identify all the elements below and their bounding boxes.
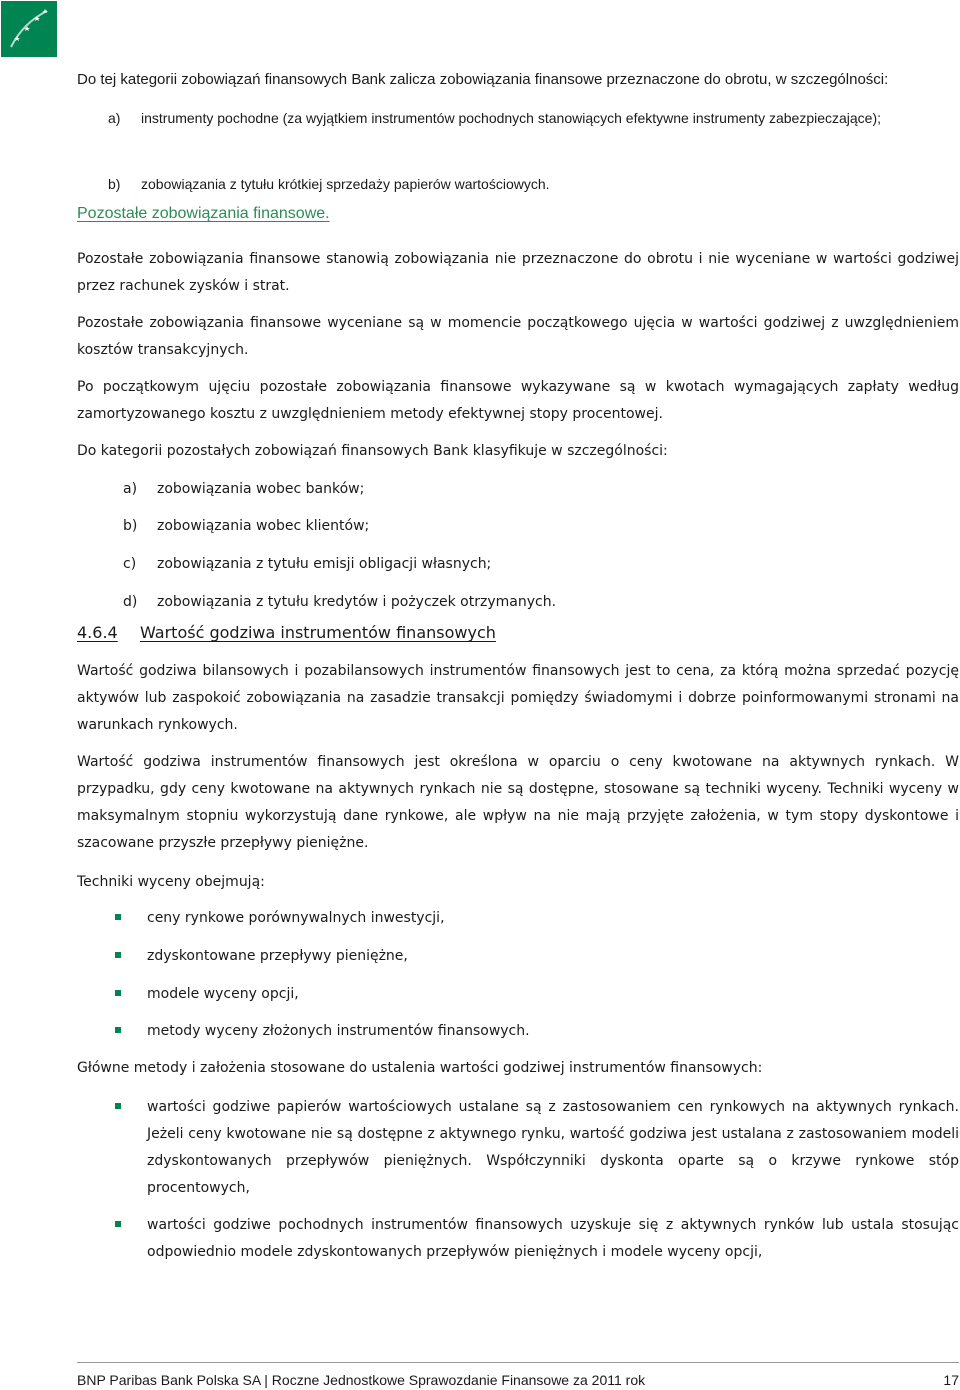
paragraph-other-4: Do kategorii pozostałych zobowiązań finansowych Bank klasyfikuje w szczególności: — [77, 443, 668, 459]
method-item-2: wartości godziwe pochodnych instrumentów finansowych uzyskuje się z aktywnych rynków lub ustala stosując odpowiednio modele zdyskontowanych przepływów pieniężnych i modele wyceny opcji, — [147, 1217, 959, 1260]
paragraph-other-1: Pozostałe zobowiązania finansowe stanowią zobowiązania nie przeznaczone do obrotu i nie wyceniane w wartości godziwej przez rachunek zysków i strat. — [77, 251, 959, 294]
methods-intro: Główne metody i założenia stosowane do ustalenia wartości godziwej instrumentów finansowych: — [77, 1060, 763, 1076]
technique-item-1: ceny rynkowe porównywalnych inwestycji, — [147, 910, 445, 926]
bullet-square-icon — [115, 914, 121, 920]
bullet-square-icon — [115, 1103, 121, 1109]
other-list-label-d: d) — [123, 594, 138, 610]
other-list-label-c: c) — [123, 556, 137, 572]
other-list-item-b: zobowiązania wobec klientów; — [157, 518, 370, 534]
bullet-square-icon — [115, 1221, 121, 1227]
technique-item-3: modele wyceny opcji, — [147, 986, 299, 1002]
other-list-item-d: zobowiązania z tytułu kredytów i pożyczek otrzymanych. — [157, 594, 557, 610]
page-number: 17 — [943, 1372, 959, 1388]
intro-paragraph: Do tej kategorii zobowiązań finansowych Bank zalicza zobowiązania finansowe przeznaczone do obrotu, w szczególności: — [77, 71, 889, 88]
paragraph-other-3: Po początkowym ujęciu pozostałe zobowiązania finansowe wykazywane są w kwotach wymagających zapłaty według zamortyzowanego kosztu z uwzględnieniem metody efektywnej stopy procentowej. — [77, 379, 959, 422]
fair-value-paragraph-3: Techniki wyceny obejmują: — [77, 874, 265, 890]
trading-list-item-b: zobowiązania z tytułu krótkiej sprzedaży papierów wartościowych. — [141, 176, 550, 192]
bullet-square-icon — [115, 990, 121, 996]
trading-list-text-a: instrumenty pochodne (za wyjątkiem instrumentów pochodnych stanowiących efektywne instrumenty zabezpieczające); — [141, 110, 882, 126]
section-title: Wartość godziwa instrumentów finansowych — [140, 623, 496, 642]
fair-value-paragraph-2: Wartość godziwa instrumentów finansowych jest określona w oparciu o ceny kwotowane na aktywnych rynkach. W przypadku, gdy ceny kwotowane na aktywnych rynkach nie są dostępne, stosowane są techniki wyceny. Techniki wyceny w maksymalnym stopniu wykorzystują dane rynkowe, ale wpływ na nie mają przyjęte założenia, w tym stopy dyskontowe i szacowane przyszłe przepływy pieniężne. — [77, 754, 959, 851]
other-list-item-a: zobowiązania wobec banków; — [157, 481, 365, 497]
other-list-label-a: a) — [123, 481, 138, 497]
technique-item-2: zdyskontowane przepływy pieniężne, — [147, 948, 408, 964]
trading-list-label-b: b) — [108, 176, 121, 192]
other-list-label-b: b) — [123, 518, 138, 534]
other-list-item-c: zobowiązania z tytułu emisji obligacji własnych; — [157, 556, 492, 572]
bnp-paribas-stars-icon — [1, 1, 57, 57]
method-item-1: wartości godziwe papierów wartościowych ustalane są z zastosowaniem cen rynkowych na aktywnych rynkach. Jeżeli ceny kwotowane nie są dostępne z aktywnego rynku, wartość godziwa jest ustalana z zastosowaniem modeli zdyskontowanych przepływów pieniężnych. Współczynniki dyskonta oparte są o krzywe rynkowe stóp procentowych, — [147, 1099, 959, 1196]
other-liabilities-heading: Pozostałe zobowiązania finansowe. — [77, 205, 330, 222]
fair-value-paragraph-1: Wartość godziwa bilansowych i pozabilansowych instrumentów finansowych jest to cena, za którą można sprzedać pozycję aktywów lub zaspokoić zobowiązania na zasadzie transakcji pomiędzy świadomymi i dobrze poinformowanymi stronami na warunkach rynkowych. — [77, 663, 959, 733]
section-number: 4.6.4 — [77, 623, 118, 642]
trading-list-label-a: a) — [108, 110, 121, 126]
bullet-square-icon — [115, 952, 121, 958]
paragraph-other-2: Pozostałe zobowiązania finansowe wyceniane są w momencie początkowego ujęcia w wartości godziwej z uwzględnieniem kosztów transakcyjnych. — [77, 315, 959, 358]
trading-list-item-a — [141, 105, 959, 132]
footer-divider — [77, 1362, 959, 1363]
bullet-square-icon — [115, 1027, 121, 1033]
technique-item-4: metody wyceny złożonych instrumentów finansowych. — [147, 1023, 530, 1039]
footer-text: BNP Paribas Bank Polska SA | Roczne Jednostkowe Sprawozdanie Finansowe za 2011 rok — [77, 1372, 646, 1388]
